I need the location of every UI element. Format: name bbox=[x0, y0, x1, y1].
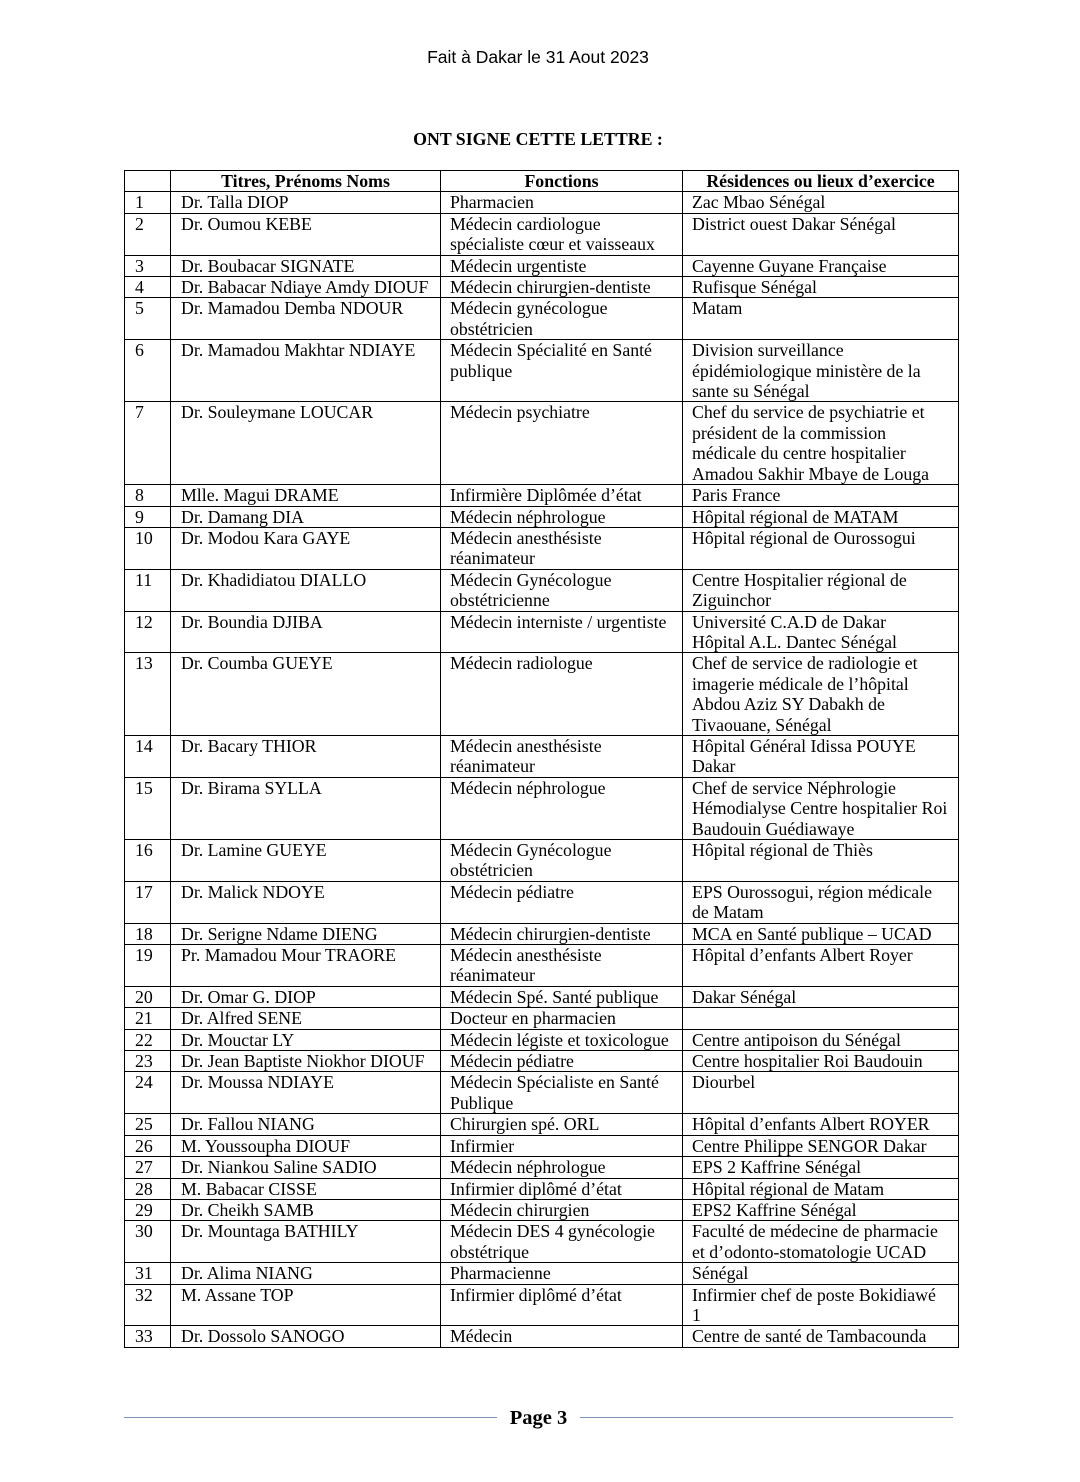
table-row bbox=[125, 777, 959, 839]
cell-residence: Hôpital régional de Ourossogui bbox=[683, 527, 959, 569]
table-row bbox=[125, 923, 959, 944]
cell-function: Médecin Gynécologue obstétricienne bbox=[441, 569, 683, 611]
header-cell-number bbox=[125, 171, 171, 192]
table-body bbox=[125, 192, 959, 1347]
cell-function: Médecin cardiologue spécialiste cœur et vaisseaux bbox=[441, 213, 683, 255]
header-cell-residences: Résidences ou lieux d’exercice bbox=[683, 171, 959, 192]
table-row bbox=[125, 1178, 959, 1199]
cell-number: 15 bbox=[125, 777, 171, 839]
table-row bbox=[125, 340, 959, 402]
table-row bbox=[125, 277, 959, 298]
footer-rule-left bbox=[124, 1417, 497, 1418]
cell-function: Médecin Spécialiste en Santé Publique bbox=[441, 1072, 683, 1114]
cell-function: Médecin Gynécologue obstétricien bbox=[441, 840, 683, 882]
table-row bbox=[125, 945, 959, 987]
cell-number: 17 bbox=[125, 881, 171, 923]
cell-number: 32 bbox=[125, 1284, 171, 1326]
cell-name: Dr. Niankou Saline SADIO bbox=[171, 1157, 441, 1178]
cell-residence: Division surveillance épidémiologique ministère de la sante su Sénégal bbox=[683, 340, 959, 402]
table-row bbox=[125, 1114, 959, 1135]
cell-residence: District ouest Dakar Sénégal bbox=[683, 213, 959, 255]
cell-residence: Paris France bbox=[683, 485, 959, 506]
cell-function: Médecin néphrologue bbox=[441, 1157, 683, 1178]
cell-function: Médecin néphrologue bbox=[441, 506, 683, 527]
table-row bbox=[125, 1263, 959, 1284]
table-row bbox=[125, 192, 959, 213]
cell-name: Dr. Mouctar LY bbox=[171, 1029, 441, 1050]
cell-residence: MCA en Santé publique – UCAD bbox=[683, 923, 959, 944]
cell-residence: EPS Ourossogui, région médicale de Matam bbox=[683, 881, 959, 923]
cell-residence: EPS 2 Kaffrine Sénégal bbox=[683, 1157, 959, 1178]
cell-residence: Chef de service de radiologie et imagerie médicale de l’hôpital Abdou Aziz SY Dabakh de Tivaouane, Sénégal bbox=[683, 653, 959, 736]
cell-function: Pharmacien bbox=[441, 192, 683, 213]
cell-residence: Sénégal bbox=[683, 1263, 959, 1284]
cell-residence: Centre Philippe SENGOR Dakar bbox=[683, 1135, 959, 1156]
cell-residence: Université C.A.D de Dakar Hôpital A.L. Dantec Sénégal bbox=[683, 611, 959, 653]
table-row bbox=[125, 1051, 959, 1072]
table-row bbox=[125, 402, 959, 485]
cell-number: 18 bbox=[125, 923, 171, 944]
cell-function: Médecin Spé. Santé publique bbox=[441, 986, 683, 1007]
cell-function: Médecin anesthésiste réanimateur bbox=[441, 735, 683, 777]
cell-residence: Centre hospitalier Roi Baudouin bbox=[683, 1051, 959, 1072]
cell-function: Médecin pédiatre bbox=[441, 1051, 683, 1072]
cell-function: Médecin DES 4 gynécologie obstétrique bbox=[441, 1221, 683, 1263]
cell-function: Médecin psychiatre bbox=[441, 402, 683, 485]
cell-name: Pr. Mamadou Mour TRAORE bbox=[171, 945, 441, 987]
cell-function: Médecin chirurgien bbox=[441, 1199, 683, 1220]
cell-function: Médecin radiologue bbox=[441, 653, 683, 736]
cell-function: Médecin gynécologue obstétricien bbox=[441, 298, 683, 340]
cell-residence: Chef de service Néphrologie Hémodialyse Centre hospitalier Roi Baudouin Guédiawaye bbox=[683, 777, 959, 839]
cell-name: Dr. Birama SYLLA bbox=[171, 777, 441, 839]
cell-name: Dr. Alfred SENE bbox=[171, 1008, 441, 1029]
cell-number: 10 bbox=[125, 527, 171, 569]
header-cell-names: Titres, Prénoms Noms bbox=[171, 171, 441, 192]
cell-function: Chirurgien spé. ORL bbox=[441, 1114, 683, 1135]
cell-function: Médecin bbox=[441, 1326, 683, 1347]
cell-function: Médecin urgentiste bbox=[441, 255, 683, 276]
cell-number: 31 bbox=[125, 1263, 171, 1284]
cell-name: Mlle. Magui DRAME bbox=[171, 485, 441, 506]
cell-number: 2 bbox=[125, 213, 171, 255]
cell-number: 25 bbox=[125, 1114, 171, 1135]
cell-name: Dr. Cheikh SAMB bbox=[171, 1199, 441, 1220]
table-row bbox=[125, 298, 959, 340]
table-row bbox=[125, 1199, 959, 1220]
cell-number: 30 bbox=[125, 1221, 171, 1263]
cell-function: Médecin néphrologue bbox=[441, 777, 683, 839]
cell-name: Dr. Malick NDOYE bbox=[171, 881, 441, 923]
cell-name: Dr. Lamine GUEYE bbox=[171, 840, 441, 882]
cell-number: 16 bbox=[125, 840, 171, 882]
footer-rule-right bbox=[580, 1417, 953, 1418]
cell-function: Infirmier bbox=[441, 1135, 683, 1156]
cell-number: 28 bbox=[125, 1178, 171, 1199]
table-header-row bbox=[125, 171, 959, 192]
cell-number: 8 bbox=[125, 485, 171, 506]
cell-residence: EPS2 Kaffrine Sénégal bbox=[683, 1199, 959, 1220]
header-cell-functions: Fonctions bbox=[441, 171, 683, 192]
cell-number: 19 bbox=[125, 945, 171, 987]
place-date-line: Fait à Dakar le 31 Aout 2023 bbox=[427, 47, 649, 67]
cell-name: Dr. Alima NIANG bbox=[171, 1263, 441, 1284]
cell-number: 22 bbox=[125, 1029, 171, 1050]
table-row bbox=[125, 569, 959, 611]
cell-number: 21 bbox=[125, 1008, 171, 1029]
table-row bbox=[125, 1135, 959, 1156]
cell-number: 12 bbox=[125, 611, 171, 653]
cell-name: M. Babacar CISSE bbox=[171, 1178, 441, 1199]
cell-function: Médecin légiste et toxicologue bbox=[441, 1029, 683, 1050]
cell-name: Dr. Bacary THIOR bbox=[171, 735, 441, 777]
cell-residence: Rufisque Sénégal bbox=[683, 277, 959, 298]
cell-name: Dr. Mamadou Demba NDOUR bbox=[171, 298, 441, 340]
cell-residence: Infirmier chef de poste Bokidiawé 1 bbox=[683, 1284, 959, 1326]
cell-number: 24 bbox=[125, 1072, 171, 1114]
cell-residence: Cayenne Guyane Française bbox=[683, 255, 959, 276]
cell-function: Infirmière Diplômée d’état bbox=[441, 485, 683, 506]
signatories-table bbox=[124, 170, 959, 1348]
table-row bbox=[125, 986, 959, 1007]
cell-function: Médecin pédiatre bbox=[441, 881, 683, 923]
cell-name: Dr. Mamadou Makhtar NDIAYE bbox=[171, 340, 441, 402]
cell-function: Médecin interniste / urgentiste bbox=[441, 611, 683, 653]
cell-name: Dr. Serigne Ndame DIENG bbox=[171, 923, 441, 944]
cell-name: Dr. Oumou KEBE bbox=[171, 213, 441, 255]
cell-function: Pharmacienne bbox=[441, 1263, 683, 1284]
cell-name: Dr. Moussa NDIAYE bbox=[171, 1072, 441, 1114]
table-row bbox=[125, 881, 959, 923]
cell-residence: Hôpital régional de Thiès bbox=[683, 840, 959, 882]
cell-number: 26 bbox=[125, 1135, 171, 1156]
cell-residence bbox=[683, 1008, 959, 1029]
table-row bbox=[125, 611, 959, 653]
cell-number: 33 bbox=[125, 1326, 171, 1347]
table-row bbox=[125, 485, 959, 506]
cell-name: Dr. Coumba GUEYE bbox=[171, 653, 441, 736]
table-row bbox=[125, 653, 959, 736]
cell-residence: Hôpital d’enfants Albert ROYER bbox=[683, 1114, 959, 1135]
cell-name: Dr. Boundia DJIBA bbox=[171, 611, 441, 653]
table-row bbox=[125, 1284, 959, 1326]
cell-number: 29 bbox=[125, 1199, 171, 1220]
cell-function: Médecin chirurgien-dentiste bbox=[441, 923, 683, 944]
table-row bbox=[125, 1072, 959, 1114]
table-row bbox=[125, 840, 959, 882]
cell-number: 11 bbox=[125, 569, 171, 611]
cell-name: Dr. Souleymane LOUCAR bbox=[171, 402, 441, 485]
cell-number: 13 bbox=[125, 653, 171, 736]
cell-name: Dr. Omar G. DIOP bbox=[171, 986, 441, 1007]
table-row bbox=[125, 735, 959, 777]
cell-residence: Hôpital Général Idissa POUYE Dakar bbox=[683, 735, 959, 777]
table-row bbox=[125, 255, 959, 276]
cell-residence: Faculté de médecine de pharmacie et d’odonto-stomatologie UCAD bbox=[683, 1221, 959, 1263]
cell-name: Dr. Dossolo SANOGO bbox=[171, 1326, 441, 1347]
cell-name: Dr. Talla DIOP bbox=[171, 192, 441, 213]
cell-residence: Centre antipoison du Sénégal bbox=[683, 1029, 959, 1050]
cell-function: Docteur en pharmacien bbox=[441, 1008, 683, 1029]
cell-function: Infirmier diplômé d’état bbox=[441, 1178, 683, 1199]
cell-residence: Centre Hospitalier régional de Ziguinchor bbox=[683, 569, 959, 611]
cell-residence: Chef du service de psychiatrie et président de la commission médicale du centre hospitalier Amadou Sakhir Mbaye de Louga bbox=[683, 402, 959, 485]
table-row bbox=[125, 213, 959, 255]
cell-function: Médecin anesthésiste réanimateur bbox=[441, 527, 683, 569]
cell-name: Dr. Jean Baptiste Niokhor DIOUF bbox=[171, 1051, 441, 1072]
cell-name: Dr. Damang DIA bbox=[171, 506, 441, 527]
letter-title: ONT SIGNE CETTE LETTRE : bbox=[413, 129, 663, 149]
cell-number: 9 bbox=[125, 506, 171, 527]
cell-name: Dr. Babacar Ndiaye Amdy DIOUF bbox=[171, 277, 441, 298]
cell-function: Médecin chirurgien-dentiste bbox=[441, 277, 683, 298]
table-row bbox=[125, 1029, 959, 1050]
cell-name: Dr. Boubacar SIGNATE bbox=[171, 255, 441, 276]
cell-residence: Matam bbox=[683, 298, 959, 340]
cell-number: 7 bbox=[125, 402, 171, 485]
cell-function: Médecin anesthésiste réanimateur bbox=[441, 945, 683, 987]
table-row bbox=[125, 527, 959, 569]
cell-residence: Diourbel bbox=[683, 1072, 959, 1114]
cell-name: M. Youssoupha DIOUF bbox=[171, 1135, 441, 1156]
cell-function: Médecin Spécialité en Santé publique bbox=[441, 340, 683, 402]
cell-number: 20 bbox=[125, 986, 171, 1007]
table-row bbox=[125, 1326, 959, 1347]
table-row bbox=[125, 1008, 959, 1029]
cell-number: 6 bbox=[125, 340, 171, 402]
table-row bbox=[125, 1157, 959, 1178]
table-row bbox=[125, 1221, 959, 1263]
cell-residence: Hôpital régional de Matam bbox=[683, 1178, 959, 1199]
cell-name: Dr. Mountaga BATHILY bbox=[171, 1221, 441, 1263]
cell-residence: Centre de santé de Tambacounda bbox=[683, 1326, 959, 1347]
cell-residence: Hôpital d’enfants Albert Royer bbox=[683, 945, 959, 987]
cell-function: Infirmier diplômé d’état bbox=[441, 1284, 683, 1326]
cell-name: Dr. Khadidiatou DIALLO bbox=[171, 569, 441, 611]
cell-number: 3 bbox=[125, 255, 171, 276]
cell-number: 14 bbox=[125, 735, 171, 777]
cell-name: Dr. Fallou NIANG bbox=[171, 1114, 441, 1135]
cell-name: M. Assane TOP bbox=[171, 1284, 441, 1326]
cell-residence: Dakar Sénégal bbox=[683, 986, 959, 1007]
cell-name: Dr. Modou Kara GAYE bbox=[171, 527, 441, 569]
cell-number: 1 bbox=[125, 192, 171, 213]
cell-number: 5 bbox=[125, 298, 171, 340]
cell-number: 27 bbox=[125, 1157, 171, 1178]
table-row bbox=[125, 506, 959, 527]
page-number: Page 3 bbox=[509, 1407, 568, 1429]
cell-number: 4 bbox=[125, 277, 171, 298]
cell-number: 23 bbox=[125, 1051, 171, 1072]
cell-residence: Zac Mbao Sénégal bbox=[683, 192, 959, 213]
cell-residence: Hôpital régional de MATAM bbox=[683, 506, 959, 527]
